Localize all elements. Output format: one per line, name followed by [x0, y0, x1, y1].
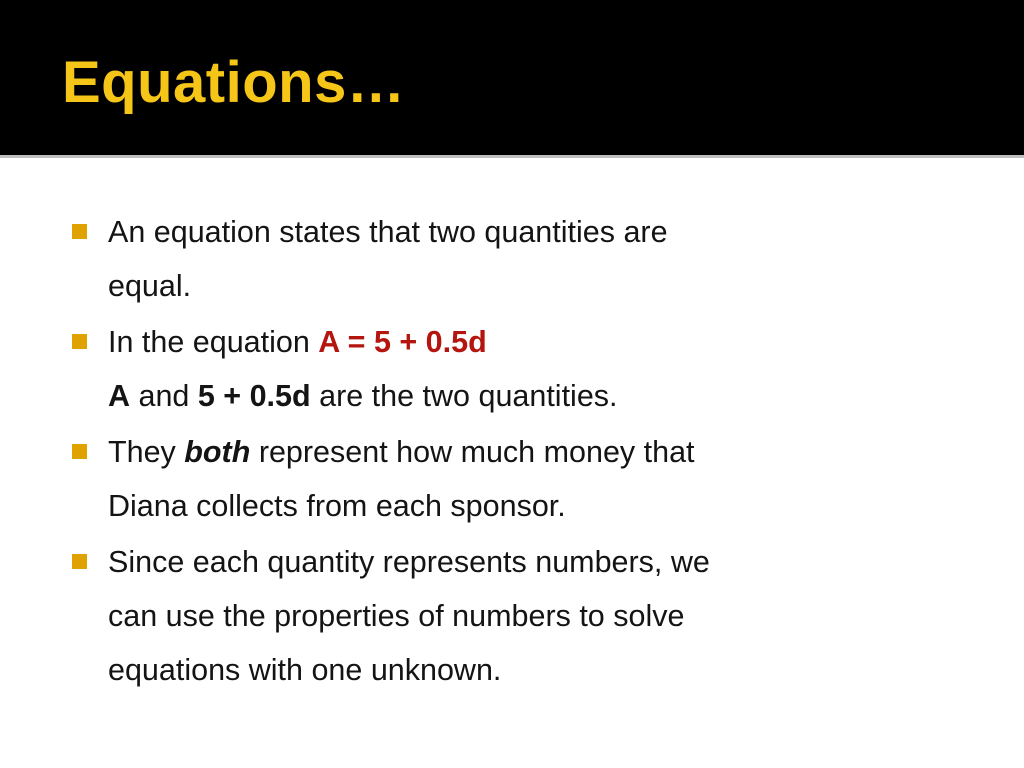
page-title: Equations…: [62, 50, 406, 115]
bullet-4-line-2: can use the properties of numbers to solve: [108, 599, 685, 633]
slide-body: [62, 205, 972, 699]
bullet-square-icon: [72, 444, 87, 459]
bullet-4-line-1: Since each quantity represents numbers, we: [108, 545, 710, 579]
bullet-2-conjunction: and: [130, 379, 198, 413]
bullet-3-emphasis: both: [184, 435, 251, 469]
bullet-2-line-2: [108, 369, 972, 423]
bullet-2-equation: A = 5 + 0.5d: [318, 325, 487, 359]
bullet-3-line-1-head: They: [108, 435, 185, 469]
bullet-square-icon: [72, 554, 87, 569]
bullet-square-icon: [72, 224, 87, 239]
bullet-1-line-2: equal.: [108, 269, 192, 303]
list-item: [62, 535, 972, 697]
list-item: [62, 315, 972, 423]
title-divider: [0, 155, 1024, 158]
bullet-1-line-1: An equation states that two quantities are: [108, 215, 668, 249]
bullet-2-line-1-text: In the equation: [108, 325, 319, 359]
bullet-2-variable-a: A: [108, 379, 131, 413]
list-item: [62, 205, 972, 313]
bullet-2-expression: 5 + 0.5d: [197, 379, 311, 413]
bullet-list: [62, 205, 972, 697]
bullet-3-line-2: Diana collects from each sponsor.: [108, 489, 566, 523]
bullet-2-line-2-tail: are the two quantities.: [310, 379, 618, 413]
bullet-4-line-3: equations with one unknown.: [108, 653, 502, 687]
bullet-3-line-1-tail: represent how much money that: [250, 435, 695, 469]
list-item: [62, 425, 972, 533]
bullet-square-icon: [72, 334, 87, 349]
